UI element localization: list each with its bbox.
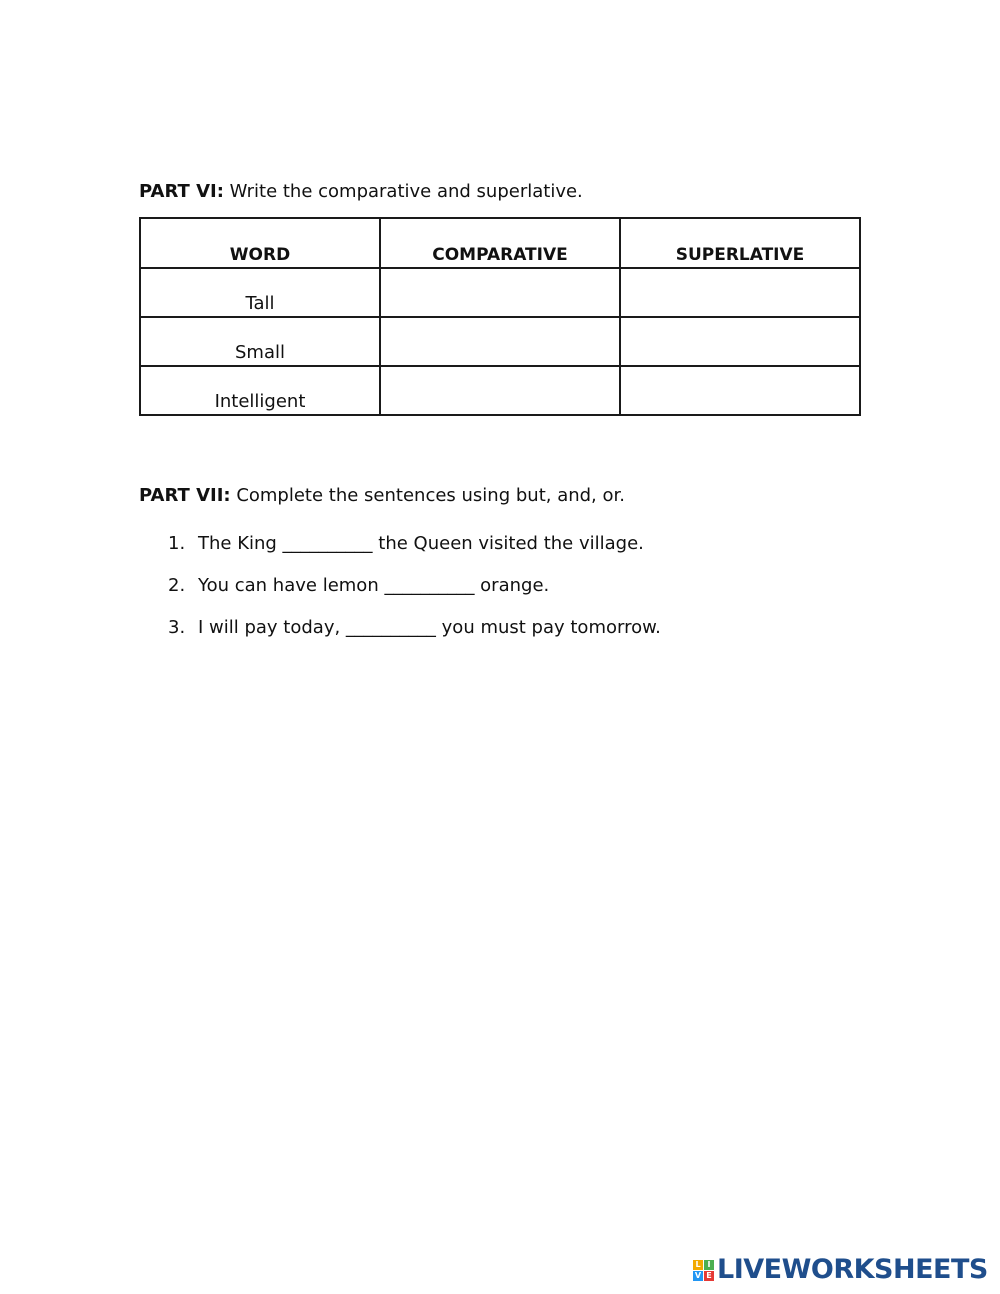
logo-mark-cell: V bbox=[694, 1270, 702, 1280]
item-number: 3. bbox=[168, 617, 186, 638]
header-superlative: SUPERLATIVE bbox=[620, 218, 860, 268]
sentence-text[interactable]: The King __________ the Queen visited the village. bbox=[198, 533, 644, 554]
header-word: WORD bbox=[140, 218, 380, 268]
logo-text: LIVEWORKSHEETS bbox=[717, 1254, 988, 1285]
liveworksheets-logo-icon bbox=[693, 1260, 714, 1281]
comparative-answer-cell[interactable] bbox=[380, 268, 620, 317]
word-cell: Small bbox=[140, 317, 380, 366]
list-item bbox=[168, 575, 661, 617]
comparative-superlative-table bbox=[139, 217, 861, 416]
part-vii-label: PART VII: bbox=[139, 485, 231, 506]
part-vii-instruction: Complete the sentences using but, and, or. bbox=[230, 485, 625, 506]
list-item bbox=[168, 533, 661, 575]
part-vi-instruction: Write the comparative and superlative. bbox=[223, 181, 583, 202]
logo-mark-cell: L bbox=[693, 1260, 703, 1270]
logo-mark-cell: E bbox=[704, 1271, 714, 1281]
superlative-answer-cell[interactable] bbox=[620, 317, 860, 366]
comparative-answer-cell[interactable] bbox=[380, 366, 620, 415]
comparative-answer-cell[interactable] bbox=[380, 317, 620, 366]
table-row bbox=[140, 317, 860, 366]
word-cell: Tall bbox=[140, 268, 380, 317]
table-row bbox=[140, 268, 860, 317]
part-vi-label: PART VI: bbox=[139, 181, 224, 202]
liveworksheets-logo bbox=[693, 1255, 988, 1285]
word-cell: Intelligent bbox=[140, 366, 380, 415]
list-item bbox=[168, 617, 661, 659]
part-vi-heading bbox=[139, 181, 583, 203]
sentence-list bbox=[168, 533, 661, 659]
logo-mark-cell: I bbox=[704, 1260, 714, 1270]
superlative-answer-cell[interactable] bbox=[620, 366, 860, 415]
sentence-text[interactable]: You can have lemon __________ orange. bbox=[198, 575, 550, 596]
header-comparative: COMPARATIVE bbox=[380, 218, 620, 268]
superlative-answer-cell[interactable] bbox=[620, 268, 860, 317]
sentence-text[interactable]: I will pay today, __________ you must pay tomorrow. bbox=[198, 617, 661, 638]
part-vii-heading bbox=[139, 485, 625, 507]
table-row bbox=[140, 366, 860, 415]
item-number: 2. bbox=[168, 575, 186, 596]
item-number: 1. bbox=[168, 533, 186, 554]
table-header-row bbox=[140, 218, 860, 268]
